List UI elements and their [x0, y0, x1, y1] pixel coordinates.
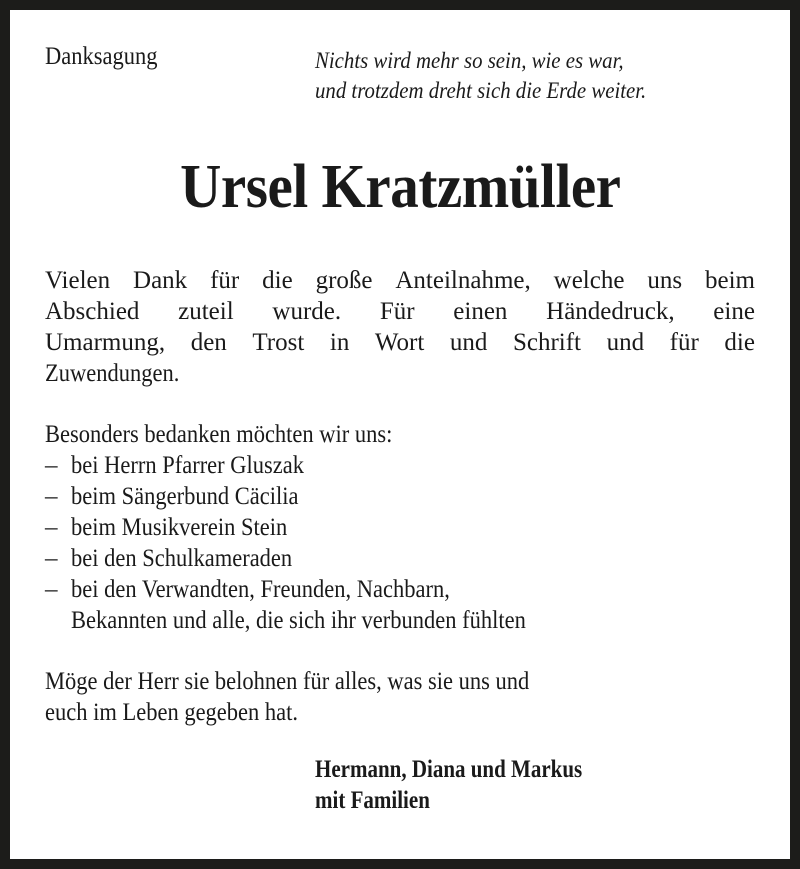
- quote-line-1: Nichts wird mehr so sein, wie es war,: [315, 48, 624, 73]
- list-item-continuation: Bekannten und alle, die sich ihr verbunden fühlten: [71, 607, 526, 634]
- deceased-name-text: Ursel Kratzmüller: [179, 153, 621, 221]
- list-dash: –: [45, 576, 58, 603]
- list-item: bei Herrn Pfarrer Gluszak: [71, 452, 305, 479]
- word: für: [210, 267, 240, 294]
- word: beim: [704, 267, 755, 294]
- list-dash: –: [45, 483, 58, 510]
- list-item: bei den Schulkameraden: [71, 545, 293, 572]
- word: eine: [713, 298, 755, 325]
- word: Wort: [374, 329, 425, 356]
- word: in: [329, 329, 350, 356]
- word: die: [724, 329, 755, 356]
- word: und: [449, 329, 488, 356]
- word: Anteilnahme,: [395, 267, 531, 294]
- intro-line-4: Zuwendungen.: [45, 360, 180, 387]
- signature-line-1: Hermann, Diana und Markus: [315, 756, 583, 783]
- list-item: beim Musikverein Stein: [71, 514, 288, 541]
- header-label: Danksagung: [45, 43, 158, 70]
- word: Für: [379, 298, 415, 325]
- list-dash: –: [45, 545, 58, 572]
- word: einen: [453, 298, 508, 325]
- word: den: [190, 329, 227, 356]
- signature-line-2: mit Familien: [315, 787, 430, 814]
- word: Dank: [133, 267, 188, 294]
- word: welche: [553, 267, 625, 294]
- intro-line-3: [45, 327, 755, 358]
- word: Abschied: [45, 298, 140, 325]
- word: uns: [647, 267, 683, 294]
- word: Vielen: [45, 267, 111, 294]
- word: große: [315, 267, 373, 294]
- obituary-card: [10, 10, 790, 859]
- word: für: [669, 329, 699, 356]
- word: wurde.: [272, 298, 342, 325]
- list-dash: –: [45, 452, 58, 479]
- word: und: [606, 329, 645, 356]
- quote-line-2: und trotzdem dreht sich die Erde weiter.: [315, 78, 647, 103]
- word: Umarmung,: [45, 329, 166, 356]
- word: Schrift: [512, 329, 581, 356]
- deceased-name: [10, 152, 790, 222]
- word: zuteil: [178, 298, 234, 325]
- thanks-heading: Besonders bedanken möchten wir uns:: [45, 421, 393, 448]
- intro-line-1: [45, 265, 755, 296]
- closing-line-2: euch im Leben gegeben hat.: [45, 699, 299, 726]
- word: Trost: [252, 329, 305, 356]
- word: Händedruck,: [546, 298, 675, 325]
- list-item: beim Sängerbund Cäcilia: [71, 483, 299, 510]
- intro-line-2: [45, 296, 755, 327]
- closing-line-1: Möge der Herr sie belohnen für alles, was sie uns und: [45, 668, 530, 695]
- word: die: [262, 267, 293, 294]
- list-item: bei den Verwandten, Freunden, Nachbarn,: [71, 576, 450, 603]
- list-dash: –: [45, 514, 58, 541]
